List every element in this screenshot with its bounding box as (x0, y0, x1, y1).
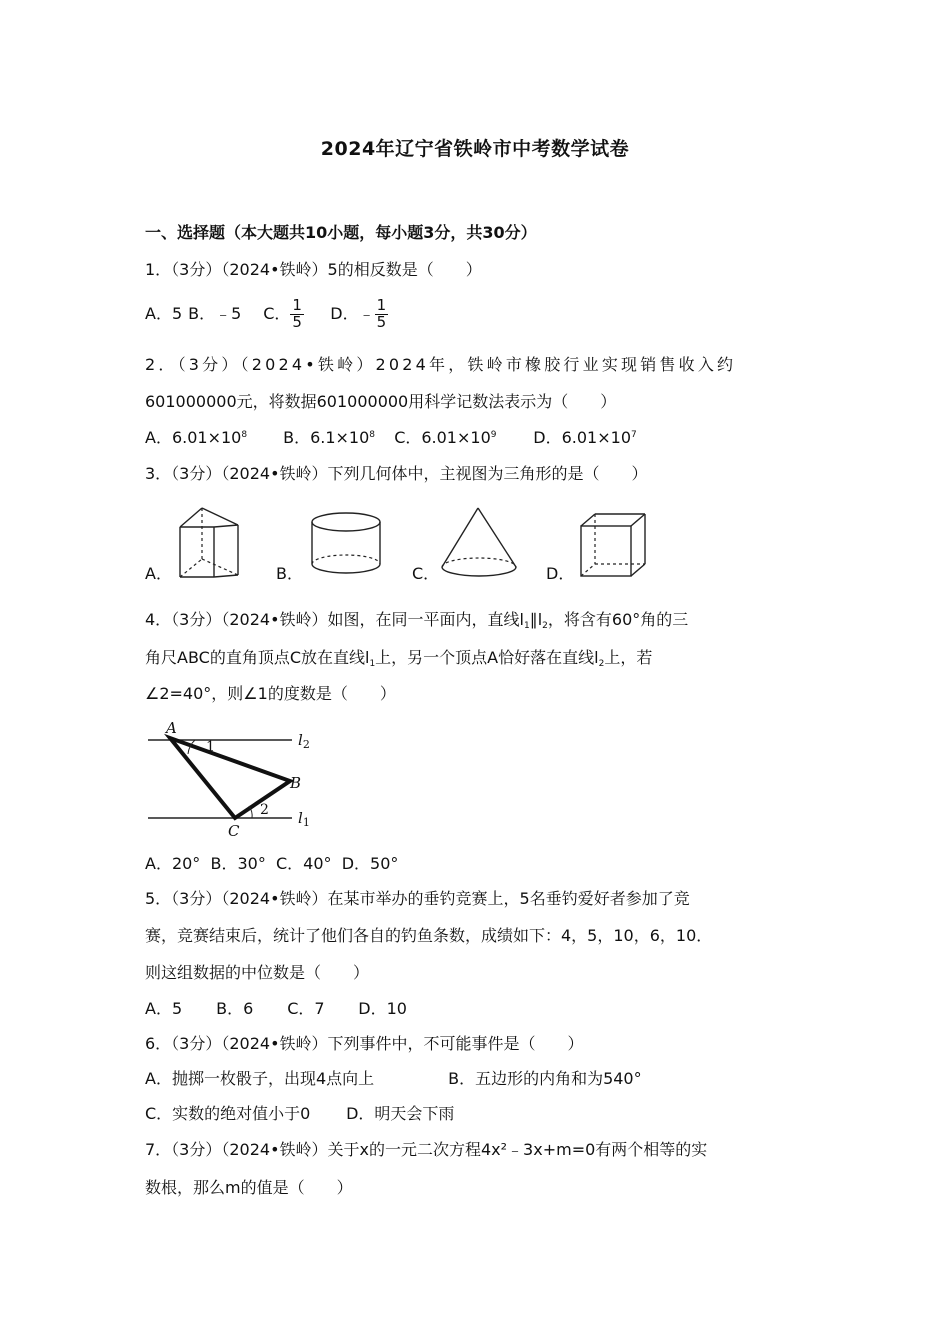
q3-label-d: D． (546, 564, 575, 583)
q1-stem: 1．（3分）（2024•铁岭）5的相反数是（ ） (145, 260, 482, 279)
q2-option-c: C．$6.01\times 10^9$ (394, 428, 497, 447)
q1-options (145, 298, 388, 331)
angle-2-label: 2 (260, 802, 269, 818)
q3-label-a: A． (145, 564, 172, 583)
q1-option-d (330, 298, 388, 331)
fraction-numerator: 1 (376, 296, 387, 314)
vertex-b-label: B (290, 774, 302, 792)
q1-option-b: B．﹣5 (188, 303, 242, 323)
parallel-lines-triangle-figure (140, 718, 320, 842)
q2-option-a: A．$6.01\times 10^8$ (145, 428, 248, 447)
q5-options (145, 1001, 407, 1017)
q7-line-1: 7．（3分）（2024•铁岭）关于x的一元二次方程4x²﹣3x+m=0有两个相等的实 (145, 1140, 708, 1159)
q6-option-b: B．五边形的内角和为540° (448, 1069, 642, 1088)
cube-figure (575, 510, 651, 580)
vertex-a-label: A (166, 719, 177, 737)
q6-option-d: D．明天会下雨 (346, 1104, 455, 1123)
q6-option-a: A．抛掷一枚骰子，出现4点向上 (145, 1069, 375, 1088)
fraction-denominator: 5 (376, 312, 387, 331)
q1-option-a: A．5 (145, 303, 183, 323)
q5-line-3: 则这组数据的中位数是（ ） (145, 963, 370, 982)
q3-label-b: B． (276, 564, 303, 583)
triangular-prism-figure (172, 505, 248, 581)
q1-option-c (263, 298, 325, 331)
q1-option-d-label: D．﹣ (330, 303, 375, 323)
q1-option-c-fraction (290, 298, 304, 331)
line-l1-label: $l_1$ (298, 809, 310, 829)
q1-option-c-label: C． (263, 303, 291, 323)
q6-options-row-1 (145, 1071, 642, 1087)
fraction-numerator: 1 (292, 296, 302, 314)
q2-line-1: 2．（3分）（2024•铁岭）2024年，铁岭市橡胶行业实现销售收入约 (145, 355, 737, 374)
cylinder-figure (306, 508, 386, 580)
section-heading: 一、选择题（本大题共10小题，每小题3分，共30分） (145, 223, 537, 242)
q2-line-2: 601000000元，将数据601000000用科学记数法表示为（ ） (145, 392, 617, 411)
q2-option-b: B．$6.1\times 10^8$ (283, 428, 376, 447)
fraction-denominator: 5 (292, 312, 302, 331)
q4-line-3: ∠2=40°，则∠1的度数是（ ） (145, 684, 396, 703)
q1-option-d-fraction (375, 298, 389, 331)
line-l2-label: $l_2$ (298, 731, 310, 751)
q5-line-1: 5．（3分）（2024•铁岭）在某市举办的垂钓竞赛上，5名垂钓爱好者参加了竞 (145, 889, 690, 908)
page-title: 2024年辽宁省铁岭市中考数学试卷 (320, 138, 630, 160)
q3-stem: 3．（3分）（2024•铁岭）下列几何体中，主视图为三角形的是（ ） (145, 464, 648, 483)
q6-stem: 6．（3分）（2024•铁岭）下列事件中，不可能事件是（ ） (145, 1034, 584, 1053)
q4-line-1: 4．（3分）（2024•铁岭）如图，在同一平面内，直线$l_1\parallel l_2$，将含有60°角的三 (145, 610, 689, 631)
q5-line-2: 赛，竞赛结束后，统计了他们各自的钓鱼条数，成绩如下：4，5，10，6，10． (145, 926, 713, 945)
q4-line-2: 角尺ABC的直角顶点C放在直线$l_1$上，另一个顶点A恰好落在直线$l_2$上，若 (145, 648, 653, 669)
q5-option-c: C．7 (287, 999, 325, 1018)
q2-options (145, 430, 637, 446)
vertex-c-label: C (228, 822, 240, 840)
q5-option-a: A．5 (145, 999, 183, 1018)
angle-1-label: 1 (206, 739, 215, 755)
q7-line-2: 数根，那么m的值是（ ） (145, 1178, 353, 1197)
q5-option-b: B．6 (216, 999, 254, 1018)
q6-option-c: C．实数的绝对值小于0 (145, 1104, 311, 1123)
q3-label-c: C． (412, 564, 440, 583)
q6-options-row-2 (145, 1106, 454, 1122)
q5-option-d: D．10 (358, 999, 407, 1018)
q2-option-d: D．$6.01\times 10^7$ (533, 428, 637, 447)
cone-figure (436, 505, 522, 581)
q4-options: A．20° B．30° C．40° D．50° (145, 854, 399, 873)
